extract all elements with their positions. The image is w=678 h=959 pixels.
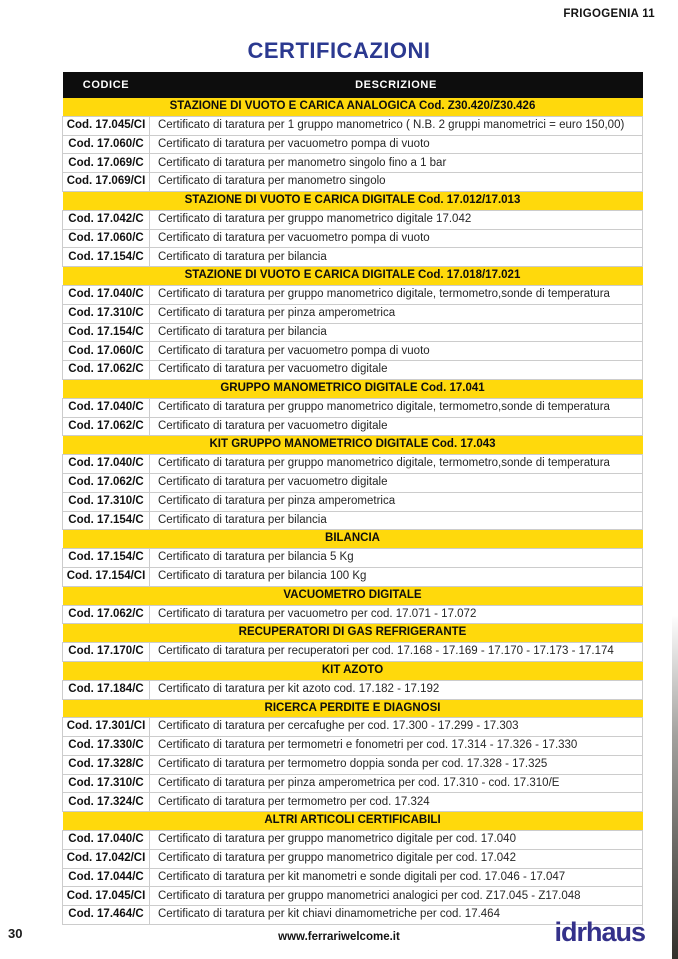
table-row — [63, 455, 643, 474]
code-cell: Cod. 17.045/CI — [63, 887, 150, 906]
section-title: RECUPERATORI DI GAS REFRIGERANTE — [63, 624, 643, 643]
description-cell: Certificato di taratura per kit chiavi dinamometriche per cod. 17.464 — [150, 906, 643, 925]
table-row — [63, 849, 643, 868]
brand-logo: idrhaus — [554, 917, 645, 947]
table-row — [63, 135, 643, 154]
section-title: RICERCA PERDITE E DIAGNOSI — [63, 699, 643, 718]
code-cell: Cod. 17.184/C — [63, 680, 150, 699]
table-row — [63, 304, 643, 323]
description-cell: Certificato di taratura per termometro per cod. 17.324 — [150, 793, 643, 812]
code-cell: Cod. 17.310/C — [63, 774, 150, 793]
table-row — [63, 492, 643, 511]
code-cell: Cod. 17.069/CI — [63, 173, 150, 192]
code-cell: Cod. 17.040/C — [63, 831, 150, 850]
page-number: 30 — [8, 926, 23, 941]
section-header-row — [63, 699, 643, 718]
section-title: KIT AZOTO — [63, 661, 643, 680]
section-header-row — [63, 436, 643, 455]
description-cell: Certificato di taratura per pinza amperometrica — [150, 304, 643, 323]
code-cell: Cod. 17.062/C — [63, 417, 150, 436]
section-header-row — [63, 267, 643, 286]
table-header-row — [63, 72, 643, 98]
table-row — [63, 511, 643, 530]
section-header-row — [63, 379, 643, 398]
section-header-row — [63, 98, 643, 116]
section-title: VACUOMETRO DIGITALE — [63, 586, 643, 605]
description-cell: Certificato di taratura per termometri e fonometri per cod. 17.314 - 17.326 - 17.330 — [150, 737, 643, 756]
description-cell: Certificato di taratura per vacuometro digitale — [150, 473, 643, 492]
table-row — [63, 342, 643, 361]
section-header-row — [63, 530, 643, 549]
code-cell: Cod. 17.170/C — [63, 643, 150, 662]
description-cell: Certificato di taratura per gruppo manometrico digitale per cod. 17.040 — [150, 831, 643, 850]
code-cell: Cod. 17.060/C — [63, 135, 150, 154]
description-cell: Certificato di taratura per gruppo manometrico digitale, termometro,sonde di temperatura — [150, 398, 643, 417]
description-cell: Certificato di taratura per bilancia — [150, 248, 643, 267]
description-cell: Certificato di taratura per bilancia 100 Kg — [150, 567, 643, 586]
description-cell: Certificato di taratura per gruppo manometrico digitale, termometro,sonde di temperatura — [150, 455, 643, 474]
column-header-codice: CODICE — [63, 72, 150, 98]
description-cell: Certificato di taratura per recuperatori per cod. 17.168 - 17.169 - 17.170 - 17.173 - 17.174 — [150, 643, 643, 662]
code-cell: Cod. 17.154/C — [63, 511, 150, 530]
table-row — [63, 473, 643, 492]
table-row — [63, 285, 643, 304]
description-cell: Certificato di taratura per termometro doppia sonda per cod. 17.328 - 17.325 — [150, 755, 643, 774]
table-row — [63, 154, 643, 173]
description-cell: Certificato di taratura per manometro singolo fino a 1 bar — [150, 154, 643, 173]
description-cell: Certificato di taratura per gruppo manometrico digitale, termometro,sonde di temperatura — [150, 285, 643, 304]
description-cell: Certificato di taratura per vacuometro digitale — [150, 417, 643, 436]
code-cell: Cod. 17.040/C — [63, 455, 150, 474]
page-title: CERTIFICAZIONI — [247, 38, 431, 63]
description-cell: Certificato di taratura per gruppo manometrico digitale 17.042 — [150, 210, 643, 229]
code-cell: Cod. 17.154/C — [63, 248, 150, 267]
table-row — [63, 755, 643, 774]
section-header-row — [63, 624, 643, 643]
code-cell: Cod. 17.154/C — [63, 549, 150, 568]
table-body — [63, 98, 643, 925]
description-cell: Certificato di taratura per cercafughe per cod. 17.300 - 17.299 - 17.303 — [150, 718, 643, 737]
code-cell: Cod. 17.045/CI — [63, 116, 150, 135]
code-cell: Cod. 17.330/C — [63, 737, 150, 756]
code-cell: Cod. 17.154/CI — [63, 567, 150, 586]
table-row — [63, 605, 643, 624]
scan-edge-artifact — [672, 615, 678, 959]
code-cell: Cod. 17.310/C — [63, 304, 150, 323]
code-cell: Cod. 17.328/C — [63, 755, 150, 774]
description-cell: Certificato di taratura per vacuometro per cod. 17.071 - 17.072 — [150, 605, 643, 624]
section-title: BILANCIA — [63, 530, 643, 549]
table-row — [63, 210, 643, 229]
table-row — [63, 567, 643, 586]
code-cell: Cod. 17.060/C — [63, 342, 150, 361]
table-row — [63, 793, 643, 812]
table-row — [63, 229, 643, 248]
description-cell: Certificato di taratura per 1 gruppo manometrico ( N.B. 2 gruppi manometrici = euro 150,00) — [150, 116, 643, 135]
table-row — [63, 173, 643, 192]
code-cell: Cod. 17.060/C — [63, 229, 150, 248]
table-row — [63, 774, 643, 793]
footer-url: www.ferrariwelcome.it — [278, 931, 400, 943]
code-cell: Cod. 17.154/C — [63, 323, 150, 342]
section-header-row — [63, 812, 643, 831]
section-header-row — [63, 191, 643, 210]
section-title: STAZIONE DI VUOTO E CARICA ANALOGICA Cod. Z30.420/Z30.426 — [63, 98, 643, 116]
column-header-descrizione: DESCRIZIONE — [150, 72, 643, 98]
table-row — [63, 116, 643, 135]
section-header-row — [63, 661, 643, 680]
code-cell: Cod. 17.042/CI — [63, 849, 150, 868]
section-title: STAZIONE DI VUOTO E CARICA DIGITALE Cod. 17.018/17.021 — [63, 267, 643, 286]
table-row — [63, 868, 643, 887]
table-row — [63, 680, 643, 699]
code-cell: Cod. 17.062/C — [63, 605, 150, 624]
code-cell: Cod. 17.464/C — [63, 906, 150, 925]
code-cell: Cod. 17.042/C — [63, 210, 150, 229]
description-cell: Certificato di taratura per pinza amperometrica — [150, 492, 643, 511]
certifications-table — [62, 72, 643, 925]
description-cell: Certificato di taratura per vacuometro pompa di vuoto — [150, 342, 643, 361]
code-cell: Cod. 17.069/C — [63, 154, 150, 173]
section-header-row — [63, 586, 643, 605]
code-cell: Cod. 17.044/C — [63, 868, 150, 887]
section-title: ALTRI ARTICOLI CERTIFICABILI — [63, 812, 643, 831]
code-cell: Cod. 17.062/C — [63, 361, 150, 380]
code-cell: Cod. 17.062/C — [63, 473, 150, 492]
description-cell: Certificato di taratura per pinza amperometrica per cod. 17.310 - cod. 17.310/E — [150, 774, 643, 793]
code-cell: Cod. 17.040/C — [63, 285, 150, 304]
description-cell: Certificato di taratura per kit azoto cod. 17.182 - 17.192 — [150, 680, 643, 699]
section-title: GRUPPO MANOMETRICO DIGITALE Cod. 17.041 — [63, 379, 643, 398]
description-cell: Certificato di taratura per gruppo manometrico digitale per cod. 17.042 — [150, 849, 643, 868]
table-row — [63, 417, 643, 436]
description-cell: Certificato di taratura per bilancia — [150, 323, 643, 342]
description-cell: Certificato di taratura per vacuometro digitale — [150, 361, 643, 380]
table-row — [63, 737, 643, 756]
code-cell: Cod. 17.310/C — [63, 492, 150, 511]
table-row — [63, 643, 643, 662]
section-title: STAZIONE DI VUOTO E CARICA DIGITALE Cod. 17.012/17.013 — [63, 191, 643, 210]
table-row — [63, 248, 643, 267]
description-cell: Certificato di taratura per kit manometri e sonde digitali per cod. 17.046 - 17.047 — [150, 868, 643, 887]
document-reference: FRIGOGENIA 11 — [563, 8, 655, 20]
description-cell: Certificato di taratura per vacuometro pompa di vuoto — [150, 135, 643, 154]
description-cell: Certificato di taratura per bilancia 5 Kg — [150, 549, 643, 568]
table-row — [63, 831, 643, 850]
section-title: KIT GRUPPO MANOMETRICO DIGITALE Cod. 17.043 — [63, 436, 643, 455]
code-cell: Cod. 17.040/C — [63, 398, 150, 417]
description-cell: Certificato di taratura per manometro singolo — [150, 173, 643, 192]
table-row — [63, 323, 643, 342]
description-cell: Certificato di taratura per vacuometro pompa di vuoto — [150, 229, 643, 248]
code-cell: Cod. 17.324/C — [63, 793, 150, 812]
table-row — [63, 887, 643, 906]
table-row — [63, 398, 643, 417]
description-cell: Certificato di taratura per gruppo manometrici analogici per cod. Z17.045 - Z17.048 — [150, 887, 643, 906]
code-cell: Cod. 17.301/CI — [63, 718, 150, 737]
table-row — [63, 361, 643, 380]
table-row — [63, 718, 643, 737]
description-cell: Certificato di taratura per bilancia — [150, 511, 643, 530]
table-row — [63, 549, 643, 568]
